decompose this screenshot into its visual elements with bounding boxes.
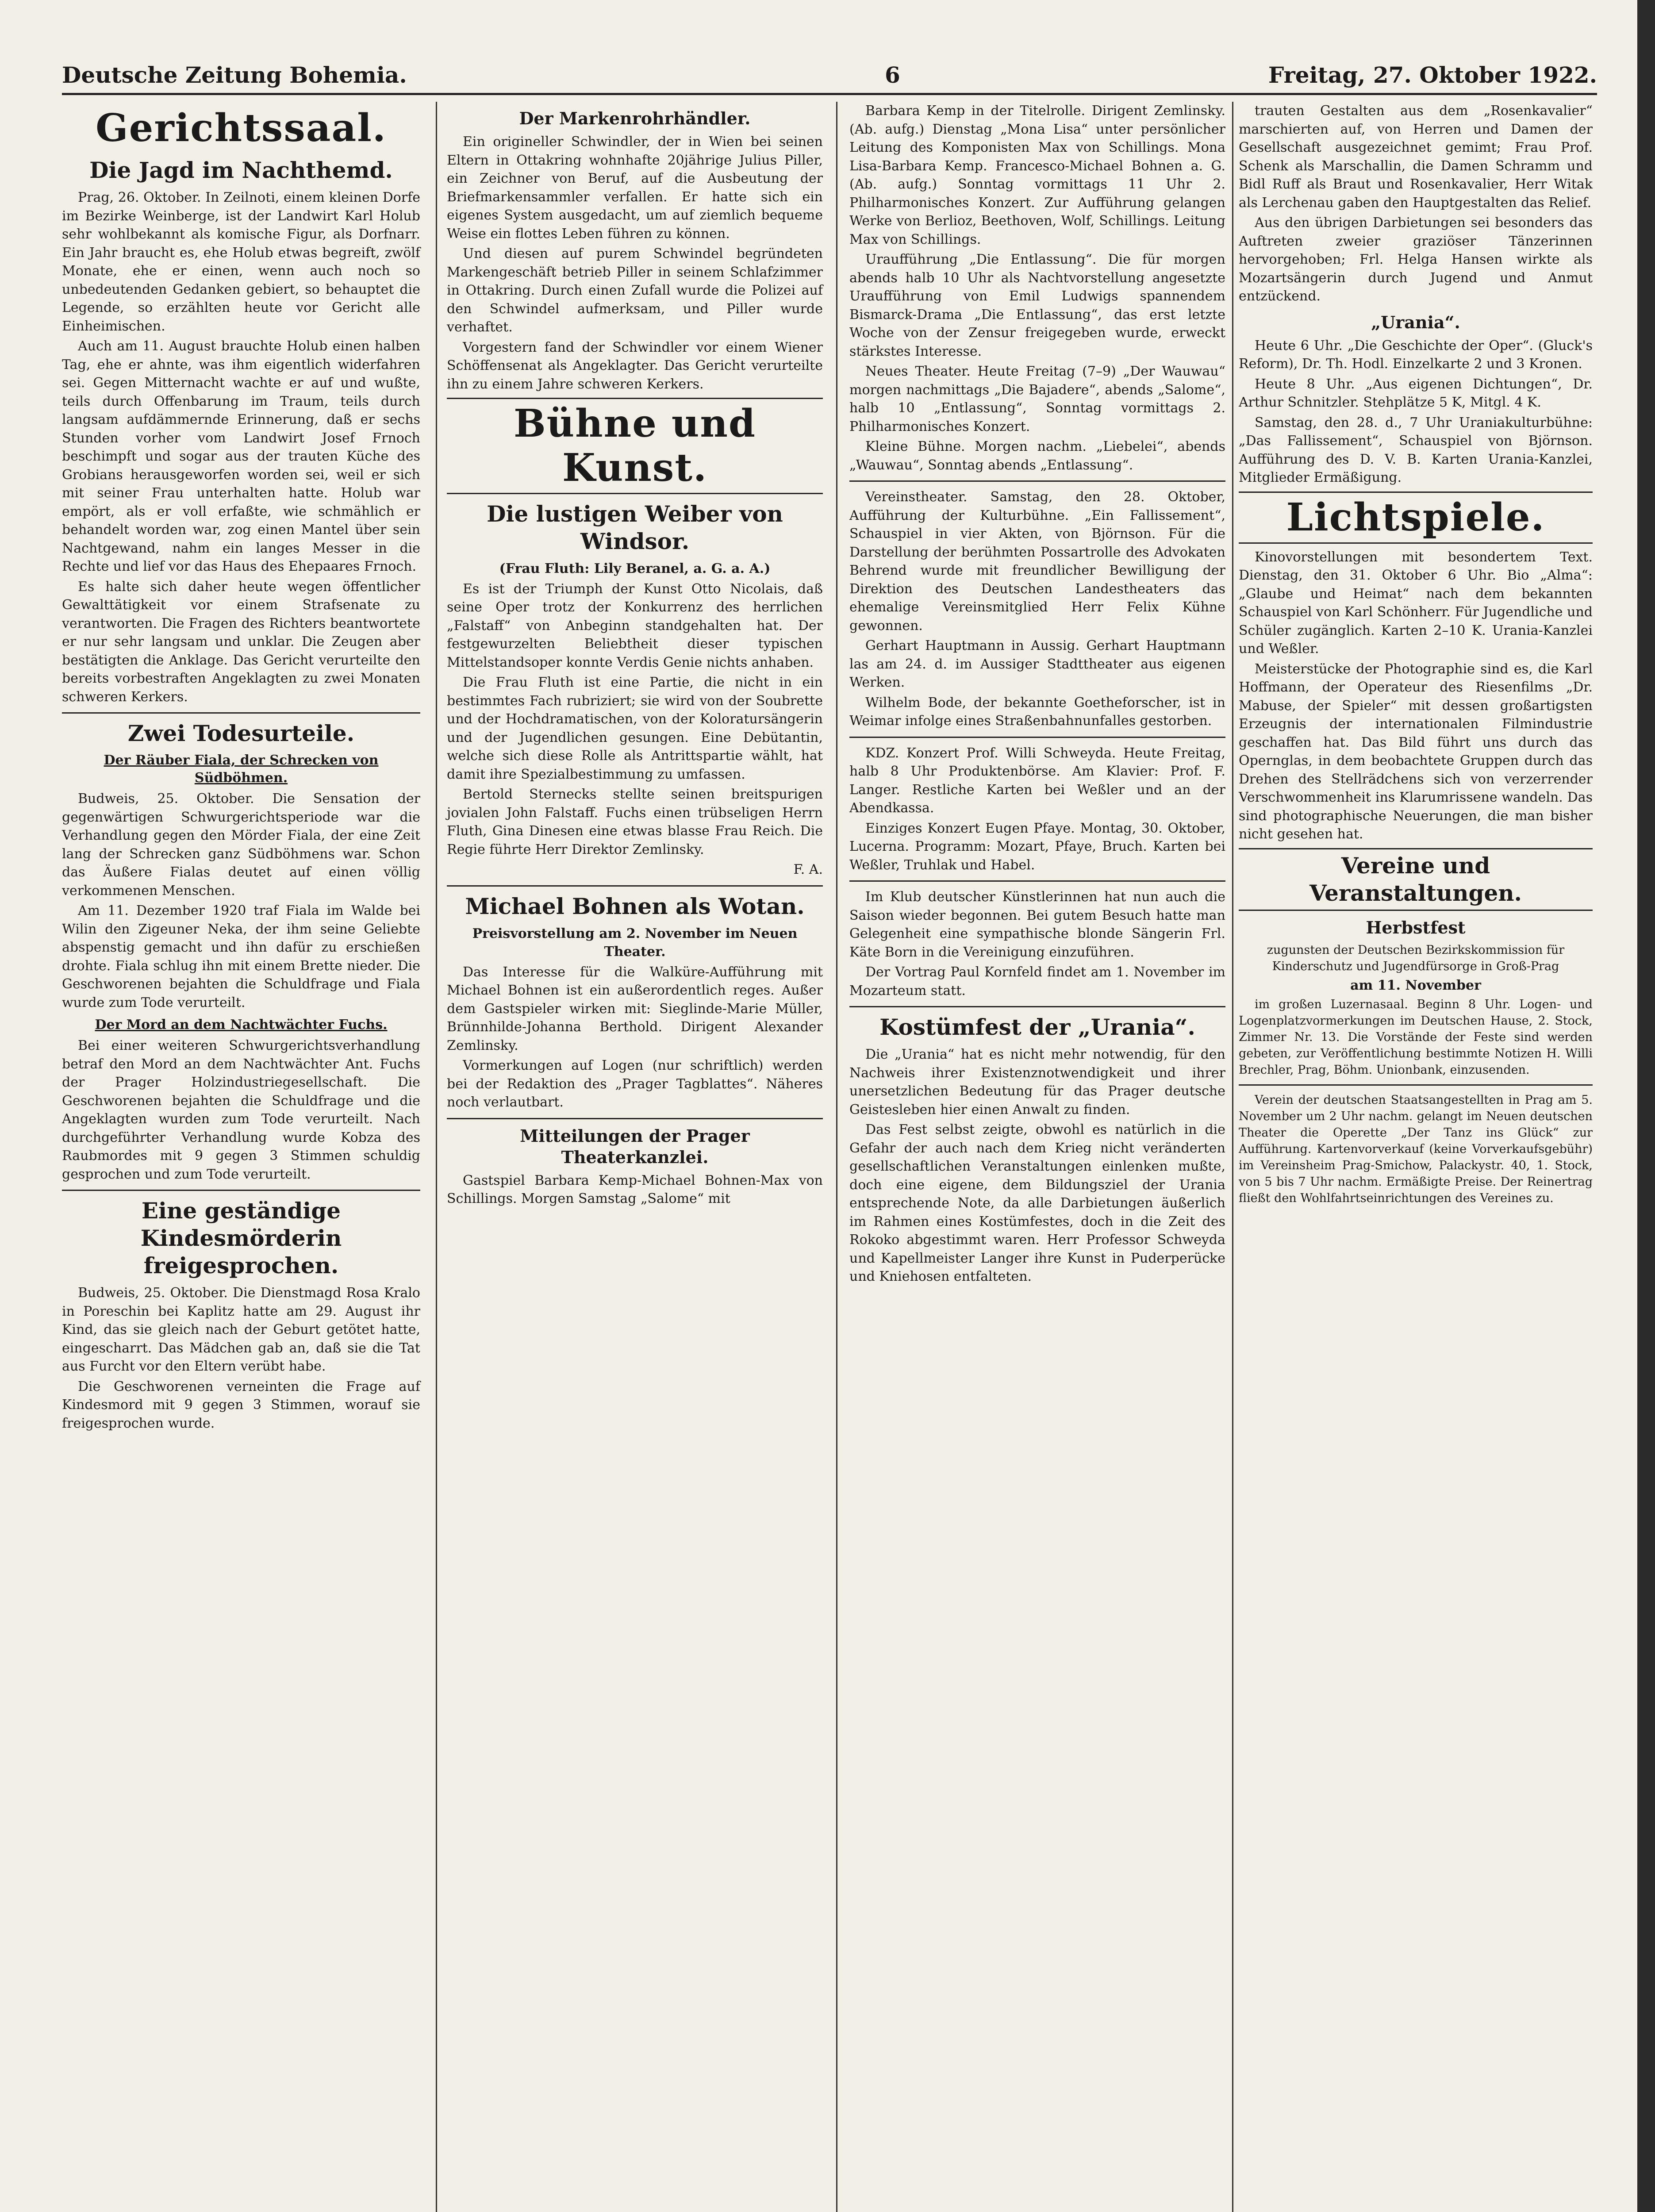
article-paragraph: Der Vortrag Paul Kornfeld findet am 1. November im Mozarteum statt. [849, 964, 1225, 998]
issue-date: Freitag, 27. Oktober 1922. [1268, 62, 1597, 88]
article-paragraph: Die „Urania“ hat es nicht mehr notwendig, für den Nachweis ihrer Existenznotwendigkeit und ihrer unersetzlichen Bedeutung für das Prager deutsche Geistesleben hier einen Anwalt zu finden. [849, 1047, 1225, 1118]
article-paragraph: Am 11. Dezember 1920 traf Fiala im Walde bei Wilin den Zigeuner Neka, der ihm seine Geliebte abspenstig gemacht und ihn dafür zu erschießen drohte. Fiala schlug ihn mit einem Brette nieder. Die Geschworenen bejahten die Schuldfrage und Fiala wurde zum Tode verurteilt. [62, 903, 420, 1010]
event-text: zugunsten der Deutschen Bezirkskommission für Kinderschutz und Jugendfürsorge in Groß-Prag [1267, 943, 1565, 973]
section-title-court: Gerichtssaal. [96, 106, 387, 150]
divider [62, 712, 420, 714]
urania-listing: Samstag, den 28. d., 7 Uhr Uraniakulturbühne: „Das Fallissement“, Schauspiel von Björnson. Aufführung des D. V. B. Karten Urania-Kanzlei, Mitglieder Ermäßigung. [1239, 415, 1593, 485]
urania-listing: Heute 8 Uhr. „Aus eigenen Dichtungen“, Dr. Arthur Schnitzler. Stehplätze 5 K, Mitgl. 4 K. [1239, 376, 1593, 410]
column-divider [836, 102, 837, 2212]
event-title: Herbstfest [1366, 917, 1466, 937]
article-title: Mitteilungen der Prager Theaterkanzlei. [520, 1125, 750, 1167]
article-paragraph: Im Klub deutscher Künstlerinnen hat nun auch die Saison wieder begonnen. Bei gutem Besuch hatte man Gelegenheit eine sympathische blonde Sängerin Frl. Käte Born in die Vereinigung einzuführen. [849, 889, 1225, 960]
column-1 [62, 102, 420, 1434]
page-number: 6 [885, 62, 900, 88]
article-title: Kostümfest der „Urania“. [879, 1014, 1195, 1040]
column-divider [436, 102, 437, 2212]
article-paragraph: Gastspiel Barbara Kemp-Michael Bohnen-Max von Schillings. Morgen Samstag „Salome“ mit [447, 1172, 823, 1206]
event-date: am 11. November [1350, 977, 1481, 993]
divider [849, 737, 1225, 738]
urania-heading: „Urania“. [1371, 312, 1460, 332]
divider [447, 1118, 823, 1119]
article-paragraph: Aus den übrigen Darbietungen sei besonders das Auftreten zweier graziöser Tänzerinnen hervorgehoben; Frl. Helga Hansen wirkte als Mozartsängerin durch Jugend und Anmut entzückend. [1239, 215, 1593, 304]
section-title-stage: Bühne und Kunst. [513, 401, 756, 490]
divider [447, 885, 823, 887]
article-paragraph: Neues Theater. Heute Freitag (7–9) „Der Wauwau“ morgen nachmittags „Die Bajadere“, abends „Salome“, halb 10 „Entlassung“, Sonntag vormittags 2. Philharmonisches Konzert. [849, 364, 1225, 434]
event-text: Verein der deutschen Staatsangestellten in Prag am 5. November um 2 Uhr nachm. gelangt im Neuen deutschen Theater die Operette „Der Tanz ins Glück“ zur Aufführung. Kartenvorverkauf (keine Vorverkaufsgebühr) im Vereinsheim Prag-Smichow, Palackystr. 40, 1. Stock, von 5 bis 7 Uhr nachm. Ermäßigte Preise. Der Reinertrag fließt den Wohlfahrtseinrichtungen des Vereines zu. [1239, 1093, 1593, 1205]
article-title: Der Markenrohrhändler. [519, 108, 751, 128]
page-header [62, 58, 1597, 95]
article-subtitle: (Frau Fluth: Lily Beranel, a. G. a. A.) [499, 561, 771, 576]
section-title-cinema: Lichtspiele. [1286, 495, 1545, 540]
article-paragraph: Bei einer weiteren Schwurgerichtsverhandlung betraf den Mord an dem Nachtwächter Ant. Fuchs der Prager Holzindustriegesellschaft. Die Geschworenen bejahten die Schuldfrage und die Angeklagten wurden zum Tode verurteilt. Nach durchgeführter Verhandlung wurde Kobza des Raubmordes mit 9 gegen 3 Stimmen schuldig gesprochen und zum Tode verurteilt. [62, 1038, 420, 1182]
article-paragraph: Gerhart Hauptmann in Aussig. Gerhart Hauptmann las am 24. d. im Aussiger Stadttheater aus eigenen Werken. [849, 638, 1225, 690]
article-title: Michael Bohnen als Wotan. [465, 893, 805, 919]
masthead: Deutsche Zeitung Bohemia. [62, 62, 407, 88]
article-paragraph: Es ist der Triumph der Kunst Otto Nicolais, daß seine Oper trotz der Konkurrenz des herrlichen „Falstaff“ von Anbeginn standgehalten hat. Der festgewurzelten Beliebtheit dieser typischen Mittelstandsoper konnte Verdis Genie nichts anhaben. [447, 581, 823, 670]
article-paragraph: Und diesen auf purem Schwindel begründeten Markengeschäft betrieb Piller in seinem Schlafzimmer in Ottakring. Durch einen Zufall wurde die Polizei auf den Schwindel aufmerksam, und Piller wurde verhaftet. [447, 246, 823, 335]
article-paragraph: Budweis, 25. Oktober. Die Sensation der gegenwärtigen Schwurgerichtsperiode war die Verhandlung gegen den Mörder Fiala, der eine Zeit lang der Schrecken ganz Südböhmens war. Schon das Äußere Fialas deutet auf einen völlig verkommenen Menschen. [62, 791, 420, 899]
article-paragraph: Uraufführung „Die Entlassung“. Die für morgen abends halb 10 Uhr als Nachtvorstellung angesetzte Uraufführung von Emil Ludwigs spannendem Bismarck-Drama „Die Entlassung“, das erst letzte Woche von der Zensur freigegeben wurde, erweckt stärkstes Interesse. [849, 252, 1225, 359]
article-paragraph: Die Frau Fluth ist eine Partie, die nicht in ein bestimmtes Fach rubriziert; sie wird von der Soubrette und der Hochdramatischen, von der Koloratursängerin und der Jugendlichen gesungen. Eine Debütantin, welche sich diese Rolle als Antrittspartie wählt, hat damit ihre Spezialbestimmung zu umfassen. [447, 675, 823, 782]
column-3 [849, 102, 1225, 1288]
author-signature: F. A. [793, 862, 823, 877]
section-banner [1239, 848, 1593, 911]
section-title-events: Vereine und Veranstaltungen. [1309, 852, 1522, 906]
divider [1239, 1084, 1593, 1086]
article-paragraph: Einziges Konzert Eugen Pfaye. Montag, 30. Oktober, Lucerna. Programm: Mozart, Pfaye, Bruch. Karten bei Weßler, Truhlak und Habel. [849, 820, 1225, 873]
article-paragraph: Auch am 11. August brauchte Holub einen halben Tag, ehe er ahnte, was ihm eigentlich widerfahren sei. Gegen Mitternacht wachte er auf und wußte, teils durch Offenbarung im Traum, teils durch langsam aufdämmernde Erinnerung, daß er sechs Stunden vorher vom Landwirt Josef Frnoch beschimpft und sogar aus der trauten Küche des Grobians herausgeworfen worden sei, weil er sich mit seiner Frau unterhalten hatte. Holub war empört, als er voll erfaßte, wie schmählich er behandelt worden war, zog einen Mantel über sein Nachtgewand, nahm ein langes Messer in die Rechte und lief vor das Haus des Ehepaares Frnoch. [62, 338, 420, 574]
column-2 [447, 102, 823, 1210]
article-paragraph: trauten Gestalten aus dem „Rosenkavalier“ marschierten auf, von Herren und Damen der Gesellschaft ausgezeichnet gemimt; Frau Prof. Schenk als Marschallin, die Damen Schramm und Bidl Ruff als Braut und Rosenkavalier, Herr Witak als Lerchenau gaben den Hauptgestalten das Relief. [1239, 103, 1593, 211]
article-paragraph: Meisterstücke der Photographie sind es, die Karl Hoffmann, der Operateur des Riesenfilms „Dr. Mabuse, der Spieler“ mit dessen großartigsten Erzeugnis der internationalen Filmindustrie geschaffen hat. Das Bild führt uns durch das Opernglas, in dem beobachtete Gruppen durch das Drehen des Stellrädchens sich von verzerrender Verschwommenheit ins Klarumrissene wandeln. Das sind photographische Neuerungen, die man bisher nicht gesehen hat. [1239, 661, 1593, 842]
article-paragraph: Wilhelm Bode, der bekannte Goetheforscher, ist in Weimar infolge eines Straßenbahnunfalles gestorben. [849, 695, 1225, 729]
divider [849, 480, 1225, 482]
section-banner [447, 398, 823, 494]
divider [849, 1006, 1225, 1007]
article-paragraph: Barbara Kemp in der Titelrolle. Dirigent Zemlinsky. (Ab. aufg.) Dienstag „Mona Lisa“ unter persönlicher Leitung des Komponisten Max von Schillings. Mona Lisa-Barbara Kemp. Francesco-Michael Bohnen a. G. (Ab. aufg.) Sonntag vormittags 11 Uhr 2. Philharmonisches Konzert. Zur Aufführung gelangen Werke von Berlioz, Beethoven, Wolf, Schillings. Leitung Max von Schillings. [849, 103, 1225, 247]
article-title: Die lustigen Weiber von Windsor. [487, 501, 783, 554]
article-subtitle: Der Mord an dem Nachtwächter Fuchs. [95, 1017, 388, 1033]
article-paragraph: Das Interesse für die Walküre-Aufführung mit Michael Bohnen ist ein außerordentlich reges. Außer dem Gastspieler wirken mit: Sieglinde-Marie Müller, Brünnhilde-Johanna Berthold. Dirigent Alexander Zemlinsky. [447, 964, 823, 1053]
article-paragraph: Ein origineller Schwindler, der in Wien bei seinen Eltern in Ottakring wohnhafte 20jährige Julius Piller, ein Zeichner von Beruf, auf die Ausbeutung der Briefmarkensammler verfallen. Er hatte sich ein eigenes System ausgedacht, um auf ziemlich bequeme Weise ein flottes Leben führen zu können. [447, 134, 823, 242]
column-4 [1239, 102, 1593, 1208]
article-subtitle: Der Räuber Fiala, der Schrecken von Südböhmen. [104, 753, 379, 786]
article-paragraph: Vorgestern fand der Schwindler vor einem Wiener Schöffensenat als Angeklagter. Das Gericht verurteilte ihn zu einem Jahre schweren Kerkers. [447, 339, 823, 392]
article-title: Zwei Todesurteile. [127, 720, 355, 746]
article-paragraph: Vereinstheater. Samstag, den 28. Oktober, Aufführung der Kulturbühne. „Ein Fallissement“, Schauspiel in vier Akten, von Björnson. Für die Darstellung der berühmten Possartrolle des Advokaten Behrend wurde mit freundlicher Bewilligung der Direktion des Deutschen Landestheaters das ehemalige Vereinsmitglied Herr Felix Kühne gewonnen. [849, 489, 1225, 634]
article-paragraph: Budweis, 25. Oktober. Die Dienstmagd Rosa Kralo in Poreschin bei Kaplitz hatte am 29. August ihr Kind, das sie gleich nach der Geburt getötet hatte, eingescharrt. Das Mädchen gab an, daß sie die Tat aus Furcht vor den Eltern verübt habe. [62, 1285, 420, 1374]
article-paragraph: Kleine Bühne. Morgen nachm. „Liebelei“, abends „Wauwau“, Sonntag abends „Entlassung“. [849, 439, 1225, 473]
article-title: Eine geständige Kindesmörderin freigesprochen. [140, 1198, 342, 1279]
article-paragraph: Kinovorstellungen mit besondertem Text. Dienstag, den 31. Oktober 6 Uhr. Bio „Alma“: „Glaube und Heimat“ nach dem bekannten Schauspiel von Karl Schönherr. Für Jugendliche und Schüler zugänglich. Karten 2–10 K. Urania-Kanzlei und Weßler. [1239, 549, 1593, 657]
article-paragraph: Die Geschworenen verneinten die Frage auf Kindesmord mit 9 gegen 3 Stimmen, worauf sie freigesprochen wurde. [62, 1379, 420, 1431]
article-paragraph: Es halte sich daher heute wegen öffentlicher Gewalttätigkeit vor einem Strafsenate zu verantworten. Die Fragen des Richters beantwortete er nur sehr langsam und unklar. Die Zeugen aber bestätigten die Anklage. Das Gericht verurteilte den bereits vorbestraften Angeklagten zu zwei Monaten schweren Kerkers. [62, 579, 420, 705]
page-edge-shadow [1637, 0, 1655, 2212]
article-paragraph: KDZ. Konzert Prof. Willi Schweyda. Heute Freitag, halb 8 Uhr Produktenbörse. Am Klavier: Prof. F. Langer. Restliche Karten bei Weßler und an der Abendkassa. [849, 745, 1225, 816]
article-subtitle: Preisvorstellung am 2. November im Neuen Theater. [472, 926, 798, 960]
section-banner [1239, 492, 1593, 544]
urania-listing: Heute 6 Uhr. „Die Geschichte der Oper“. (Gluck's Reform), Dr. Th. Hodl. Einzelkarte 2 und 3 Kronen. [1239, 338, 1593, 372]
article-paragraph: Das Fest selbst zeigte, obwohl es natürlich in die Gefahr der auch nach dem Krieg nicht veränderten gesellschaftlichen Veranstaltungen einlenken mußte, doch eine eigene, dem Bildungsziel der Urania entsprechende Note, da alle Darbietungen äußerlich im Rahmen eines Kostümfestes, doch in die Zeit des Rokoko abgestimmt waren. Herr Professor Schweyda und Kapellmeister Langer ihre Kunst in Puderperücke und Kniehosen entfalteten. [849, 1122, 1225, 1284]
divider [849, 880, 1225, 882]
article-paragraph: Vormerkungen auf Logen (nur schriftlich) werden bei der Redaktion des „Prager Tagblattes“. Näheres noch verlautbart. [447, 1058, 823, 1110]
article-title: Die Jagd im Nachthemd. [89, 157, 393, 183]
article-paragraph: Bertold Sternecks stellte seinen breitspurigen jovialen John Falstaff. Fuchs einen trübseligen Herrn Fluth, Gina Dinesen eine etwas blasse Frau Reich. Die Regie führte Herr Direktor Zemlinsky. [447, 787, 823, 857]
divider [62, 1190, 420, 1191]
column-divider [1232, 102, 1233, 2212]
article-paragraph: Prag, 26. Oktober. In Zeilnoti, einem kleinen Dorfe im Bezirke Weinberge, ist der Landwirt Karl Holub sehr wohlbekannt als komische Figur, als Dorfnarr. Ein Jahr braucht es, ehe Holub etwas begreift, zwölf Monate, ehe er einen, wenn auch noch so unbedeutenden Gedanken gebiert, so behauptet die Legende, so erzählten heute vor Gericht alle Einheimischen. [62, 190, 420, 334]
event-text: im großen Luzernasaal. Beginn 8 Uhr. Logen- und Logenplatzvormerkungen im Deutschen Hause, 2. Stock, Zimmer Nr. 13. Die Vorstände der Feste sind werden gebeten, zur Veröffentlichung bestimmte Notizen H. Willi Brechler, Prag, Böhm. Unionbank, einzusenden. [1239, 998, 1593, 1077]
